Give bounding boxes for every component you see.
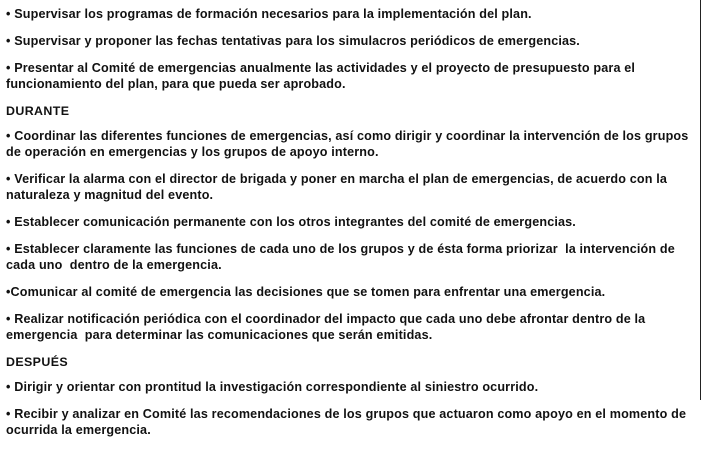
section-heading-despues: DESPUÉS [6,355,69,369]
before-item-2: • Supervisar y proponer las fechas tentativas para los simulacros periódicos de emergencias. [6,34,580,48]
before-item-3: • Presentar al Comité de emergencias anualmente las actividades y el proyecto de presupuesto para el funcionamiento del plan, para que pueda ser aprobado. [6,61,639,91]
during-item-2: • Verificar la alarma con el director de brigada y poner en marcha el plan de emergencias, de acuerdo con la naturaleza y magnitud del evento. [6,172,671,202]
during-item-5: •Comunicar al comité de emergencia las decisiones que se tomen para enfrentar una emergencia. [6,285,606,299]
section-heading-durante: DURANTE [6,104,70,118]
during-item-4: • Establecer claramente las funciones de cada uno de los grupos y de ésta forma priorizar la intervención de cada uno dentro de la emergencia. [6,242,679,272]
page-border-right [700,0,701,400]
after-item-2: • Recibir y analizar en Comité las recomendaciones de los grupos que actuaron como apoyo en el momento de ocurrida la emergencia. [6,407,690,437]
after-item-1: • Dirigir y orientar con prontitud la investigación correspondiente al siniestro ocurrido. [6,380,539,394]
document-content [6,6,694,449]
during-item-1: • Coordinar las diferentes funciones de emergencias, así como dirigir y coordinar la intervención de los grupos de operación en emergencias y los grupos de apoyo interno. [6,129,693,159]
during-item-6: • Realizar notificación periódica con el coordinador del impacto que cada uno debe afrontar dentro de la emergencia para determinar las comunicaciones que serán emitidas. [6,312,649,342]
before-item-1: • Supervisar los programas de formación necesarios para la implementación del plan. [6,7,532,21]
during-item-3: • Establecer comunicación permanente con los otros integrantes del comité de emergencias. [6,215,576,229]
